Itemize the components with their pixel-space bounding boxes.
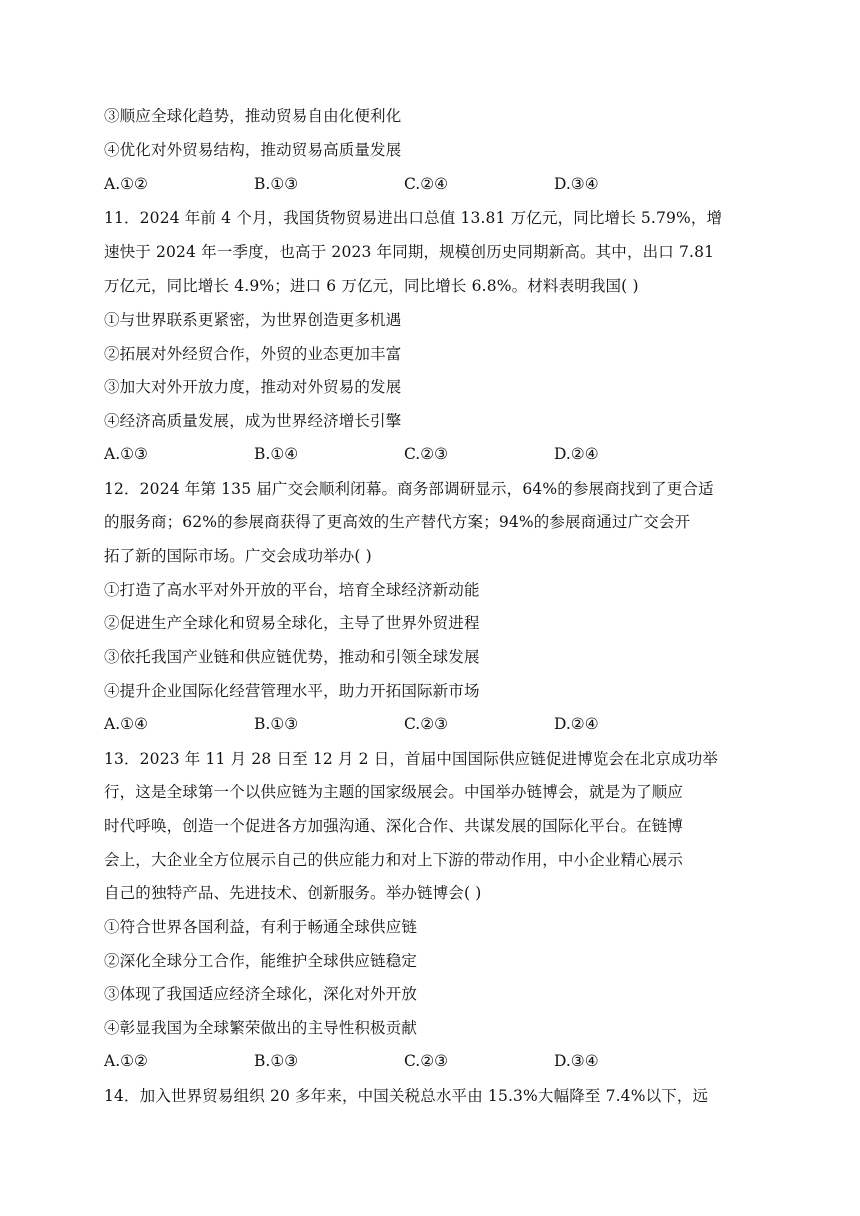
option-c: C.②④ — [404, 175, 449, 193]
option-d: D.③④ — [554, 175, 599, 193]
statement-2: ②拓展对外经贸合作，外贸的业态更加丰富 — [104, 345, 402, 363]
statement-3: ③依托我国产业链和供应链优势，推动和引领全球发展 — [104, 648, 480, 666]
question-12-stem: 的服务商；62%的参展商获得了更高效的生产替代方案；94%的参展商通过广交会开 — [104, 513, 691, 531]
question-13-stem: 行，这是全球第一个以供应链为主题的国家级展会。中国举办链博会，就是为了顺应 — [104, 783, 684, 801]
option-d: D.②④ — [554, 715, 599, 733]
statement-3: ③体现了我国适应经济全球化，深化对外开放 — [104, 985, 418, 1003]
option-a: A.①② — [104, 1052, 148, 1070]
question-11-stem: 万亿元，同比增长 4.9%；进口 6 万亿元，同比增长 6.8%。材料表明我国( ) — [104, 277, 639, 295]
question-14-stem: 14．加入世界贸易组织 20 多年来，中国关税总水平由 15.3%大幅降至 7.4%以下，远 — [104, 1087, 709, 1105]
option-a: A.①③ — [104, 445, 148, 463]
text-line: ④优化对外贸易结构，推动贸易高质量发展 — [104, 141, 402, 159]
question-12-stem: 12．2024 年第 135 届广交会顺利闭幕。商务部调研显示，64%的参展商找到了更合适 — [104, 480, 714, 498]
question-13-stem: 自己的独特产品、先进技术、创新服务。举办链博会( ) — [104, 884, 482, 902]
question-13-stem: 时代呼唤，创造一个促进各方加强沟通、深化合作、共谋发展的国际化平台。在链博 — [104, 817, 684, 835]
question-11-stem: 速快于 2024 年一季度，也高于 2023 年同期，规模创历史同期新高。其中，出口 7.81 — [104, 243, 715, 261]
statement-1: ①与世界联系更紧密，为世界创造更多机遇 — [104, 311, 402, 329]
text-line: ③顺应全球化趋势，推动贸易自由化便利化 — [104, 107, 402, 125]
option-c: C.②③ — [404, 445, 449, 463]
statement-2: ②深化全球分工合作，能维护全球供应链稳定 — [104, 952, 418, 970]
statement-1: ①符合世界各国利益，有利于畅通全球供应链 — [104, 918, 418, 936]
option-b: B.①④ — [254, 445, 299, 463]
question-11-stem: 11．2024 年前 4 个月，我国货物贸易进出口总值 13.81 万亿元，同比增长 5.79%，增 — [104, 209, 723, 227]
option-c: C.②③ — [404, 1052, 449, 1070]
statement-4: ④提升企业国际化经营管理水平，助力开拓国际新市场 — [104, 682, 480, 700]
question-13-stem: 13．2023 年 11 月 28 日至 12 月 2 日，首届中国国际供应链促进博览会在北京成功举 — [104, 750, 719, 768]
question-12-stem: 拓了新的国际市场。广交会成功举办( ) — [104, 547, 372, 565]
option-d: D.③④ — [554, 1052, 599, 1070]
option-b: B.①③ — [254, 715, 299, 733]
statement-4: ④彰显我国为全球繁荣做出的主导性积极贡献 — [104, 1019, 418, 1037]
question-13-stem: 会上，大企业全方位展示自己的供应能力和对上下游的带动作用，中小企业精心展示 — [104, 851, 684, 869]
statement-1: ①打造了高水平对外开放的平台，培育全球经济新动能 — [104, 581, 480, 599]
option-a: A.①④ — [104, 715, 148, 733]
option-b: B.①③ — [254, 175, 299, 193]
statement-4: ④经济高质量发展，成为世界经济增长引擎 — [104, 412, 402, 430]
option-d: D.②④ — [554, 445, 599, 463]
option-c: C.②③ — [404, 715, 449, 733]
option-b: B.①③ — [254, 1052, 299, 1070]
option-a: A.①② — [104, 175, 148, 193]
statement-3: ③加大对外开放力度，推动对外贸易的发展 — [104, 378, 402, 396]
statement-2: ②促进生产全球化和贸易全球化，主导了世界外贸进程 — [104, 614, 480, 632]
